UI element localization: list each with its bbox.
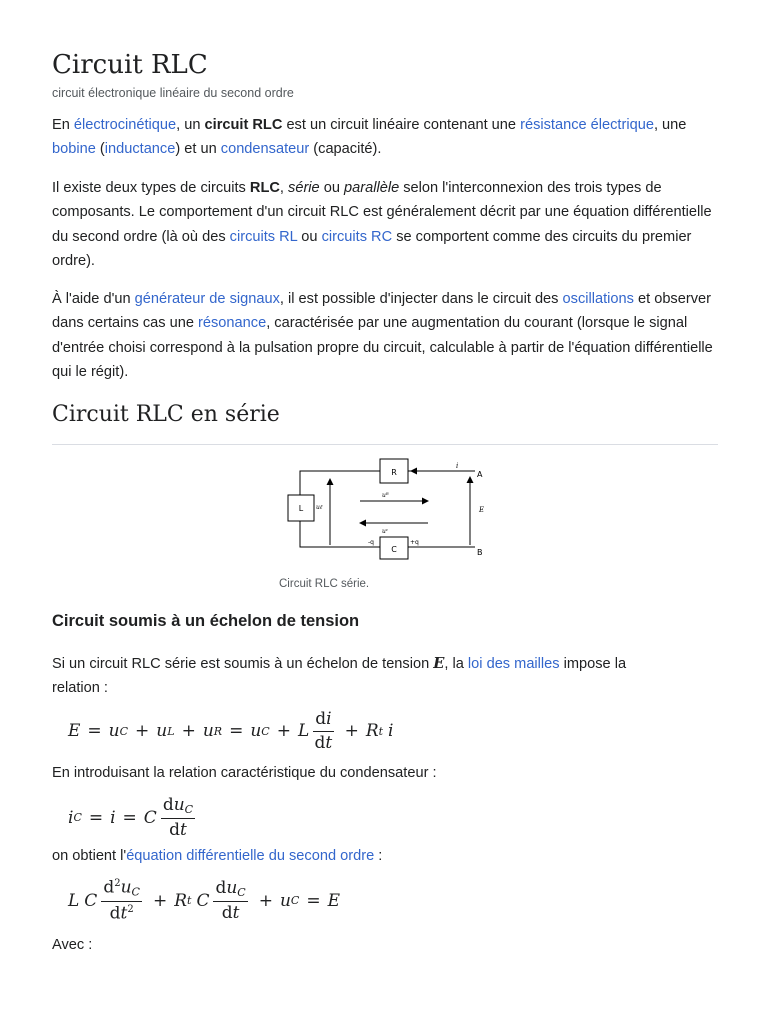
page-title: Circuit RLC xyxy=(52,50,208,80)
intro-paragraph-2: Il existe deux types de circuits RLC, série ou parallèle selon l'interconnexion des trois types de composants. Le comportement d'un circuit RLC est généralement décrit par une équation différentielle du second ordre (là où des circuits RL ou circuits RC se comportent comme des circuits du premier ordre). xyxy=(52,180,712,269)
capacitor-intro-text: En introduisant la relation caractéristique du condensateur : xyxy=(52,765,437,781)
label-e: E xyxy=(479,506,485,514)
section-divider xyxy=(52,444,718,445)
label-r: R xyxy=(391,468,397,477)
label-l: L xyxy=(298,504,304,513)
intro-paragraph-3: À l'aide d'un générateur de signaux, il est possible d'injecter dans le circuit des oscillations et observer dans certains cas une résonance, caractérisée par une augmentation du courant (lorsque le signal d'entrée choisi correspond à la pulsation propre du circuit, calculable à partir de l'équation différentielle qui le régit). xyxy=(52,291,713,380)
label-uc: uᶜ xyxy=(382,528,388,535)
step-intro-line-1: Si un circuit RLC série est soumis à un échelon de tension E, la loi des mailles impose la xyxy=(52,655,627,672)
bold-circuit-rlc: circuit RLC xyxy=(204,117,283,133)
link-oscillations[interactable]: oscillations xyxy=(562,291,634,307)
terminal-b: B xyxy=(477,548,483,557)
link-bobine[interactable]: bobine xyxy=(52,141,96,158)
link-loi-des-mailles[interactable]: loi des mailles xyxy=(467,656,560,672)
label-plus-q: +q xyxy=(410,539,419,546)
section-heading: Circuit RLC en série xyxy=(52,402,280,427)
link-resistance-electrique[interactable]: résistance électrique xyxy=(520,117,654,133)
label-ur: uᴿ xyxy=(382,492,389,499)
avec-text: Avec : xyxy=(52,937,93,953)
intro-paragraph-1: En électrocinétique, un circuit RLC est un circuit linéaire contenant une résistance électrique, une bobine (inductance) et un condensateur (capacité). xyxy=(52,117,687,158)
link-inductance[interactable]: inductance xyxy=(104,141,176,158)
terminal-a: A xyxy=(477,470,483,479)
step-intro-line-2: relation : xyxy=(52,680,108,696)
differential-intro-text: on obtient l'équation différentielle du second ordre : xyxy=(52,848,383,864)
link-electrocinetique[interactable]: électrocinétique xyxy=(73,117,177,133)
label-c: C xyxy=(391,545,397,554)
link-equation-differentielle[interactable]: équation différentielle du second ordre xyxy=(126,848,375,864)
equation-mesh-law: E = u C + u L + u R = u C + L $\frac{di}{dt}$ + R t i xyxy=(68,709,394,753)
link-circuits-rl[interactable]: circuits RL xyxy=(229,228,298,245)
wire-top-left xyxy=(300,471,380,495)
equation-second-order: L C $\frac{d^2u_C}{dt^2}$ + R t C $\frac{du_C}{dt}$ + u C = E xyxy=(68,877,341,924)
link-resonance[interactable]: résonance xyxy=(198,315,267,332)
label-minus-q: -q xyxy=(368,539,374,546)
label-ul: uℓ xyxy=(316,504,323,511)
page-subtitle: circuit électronique linéaire du second ordre xyxy=(52,86,294,100)
label-i: i xyxy=(456,462,459,470)
link-circuits-rc[interactable]: circuits RC xyxy=(321,228,393,245)
link-condensateur[interactable]: condensateur xyxy=(220,141,310,158)
link-generateur-de-signaux[interactable]: générateur de signaux xyxy=(134,291,280,307)
figure-caption: Circuit RLC série. xyxy=(279,578,370,590)
rlc-circuit-diagram[interactable] xyxy=(280,455,492,567)
equation-capacitor: i C = i = C $\frac{du_C}{dt}$ xyxy=(68,795,194,841)
subsection-heading: Circuit soumis à un échelon de tension xyxy=(52,612,360,630)
var-e: E xyxy=(433,655,445,672)
